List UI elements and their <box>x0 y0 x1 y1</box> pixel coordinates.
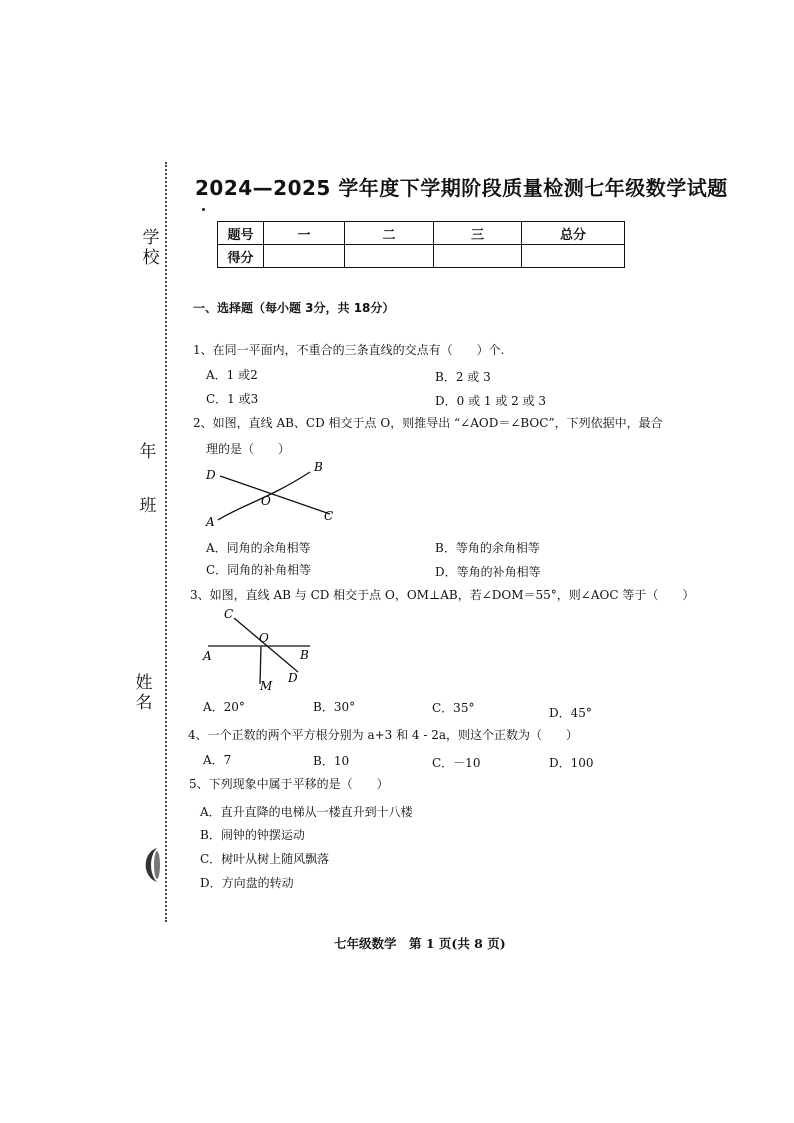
question-5-option-b[interactable]: B．闹钟的钟摆运动 <box>200 828 305 842</box>
question-2-option-a[interactable]: A．同角的余角相等 <box>206 541 311 555</box>
score-table <box>217 221 625 268</box>
label-c: C <box>324 509 334 523</box>
question-2-figure <box>200 458 350 533</box>
score-header-cell: 题号 <box>218 222 264 245</box>
question-3-figure <box>198 604 323 696</box>
line-dc <box>220 476 330 514</box>
label-o: O <box>261 494 271 508</box>
label-o: O <box>259 631 269 645</box>
label-a: A <box>203 649 212 663</box>
question-3-option-c[interactable]: C．35° <box>432 701 475 715</box>
label-a: A <box>206 515 215 529</box>
score-cell[interactable] <box>434 245 522 268</box>
question-2-option-d[interactable]: D．等角的补角相等 <box>435 565 541 579</box>
question-4-option-a[interactable]: A．7 <box>203 753 232 767</box>
question-1-option-c[interactable]: C．1 或3 <box>206 392 259 406</box>
dot-mark <box>202 208 205 211</box>
label-c: C <box>224 607 234 621</box>
page-title: 2024—2025 学年度下学期阶段质量检测七年级数学试题 <box>195 176 728 200</box>
question-1-stem: 1、在同一平面内，不重合的三条直线的交点有（ ）个. <box>193 343 505 357</box>
label-m: M <box>260 679 273 693</box>
question-3-option-a[interactable]: A．20° <box>203 700 245 714</box>
score-header-cell: 二 <box>345 222 434 245</box>
question-4-option-c[interactable]: C．－10 <box>432 756 481 770</box>
label-d: D <box>288 671 298 685</box>
page-footer: 七年级数学 第 1 页(共 8 页) <box>334 936 506 951</box>
side-label-name: 姓名 <box>135 673 153 713</box>
score-cell[interactable] <box>264 245 345 268</box>
side-label-grade: 年 <box>139 442 157 462</box>
binding-hole-mark <box>137 846 163 884</box>
question-1-option-b[interactable]: B．2 或 3 <box>435 370 491 384</box>
question-3-option-b[interactable]: B．30° <box>313 700 356 714</box>
score-cell[interactable] <box>522 245 625 268</box>
question-4-stem: 4、一个正数的两个平方根分别为 a+3 和 4 - 2a，则这个正数为（ ） <box>188 728 579 742</box>
question-3-option-d[interactable]: D．45° <box>549 706 592 720</box>
question-2-option-c[interactable]: C．同角的补角相等 <box>206 563 312 577</box>
score-row-label: 得分 <box>218 245 264 268</box>
question-1-option-d[interactable]: D．0 或 1 或 2 或 3 <box>435 394 547 408</box>
label-b: B <box>300 648 309 662</box>
label-b: B <box>314 460 323 474</box>
score-header-cell: 总分 <box>522 222 625 245</box>
side-label-school: 学校 <box>142 228 160 268</box>
question-2-stem: 2、如图，直线 AB、CD 相交于点 O，则推导出 “∠AOD＝∠BOC”，下列依据中，最合 <box>193 416 663 430</box>
question-5-stem: 5、下列现象中属于平移的是（ ） <box>189 777 389 791</box>
side-label-class: 班 <box>139 496 157 516</box>
score-table-score-row <box>218 245 625 268</box>
score-header-cell: 三 <box>434 222 522 245</box>
label-d: D <box>206 468 216 482</box>
question-4-option-b[interactable]: B．10 <box>313 754 350 768</box>
score-cell[interactable] <box>345 245 434 268</box>
question-3-stem: 3、如图，直线 AB 与 CD 相交于点 O，OM⊥AB，若∠DOM＝55°，则∠AOC 等于（ ） <box>190 588 695 602</box>
question-2-stem-cont: 理的是（ ） <box>206 442 291 456</box>
score-table-header-row <box>218 222 625 245</box>
binding-dotted-line <box>165 162 167 922</box>
line-cd <box>234 618 298 672</box>
score-header-cell: 一 <box>264 222 345 245</box>
question-5-option-a[interactable]: A．直升直降的电梯从一楼直升到十八楼 <box>200 805 413 819</box>
question-4-option-d[interactable]: D．100 <box>549 756 594 770</box>
section-heading: 一、选择题（每小题 3分，共 18分） <box>193 301 395 315</box>
question-1-option-a[interactable]: A．1 或2 <box>206 368 258 382</box>
question-5-option-c[interactable]: C．树叶从树上随风飘落 <box>200 852 330 866</box>
question-5-option-d[interactable]: D．方向盘的转动 <box>200 876 294 890</box>
question-2-option-b[interactable]: B．等角的余角相等 <box>435 541 540 555</box>
